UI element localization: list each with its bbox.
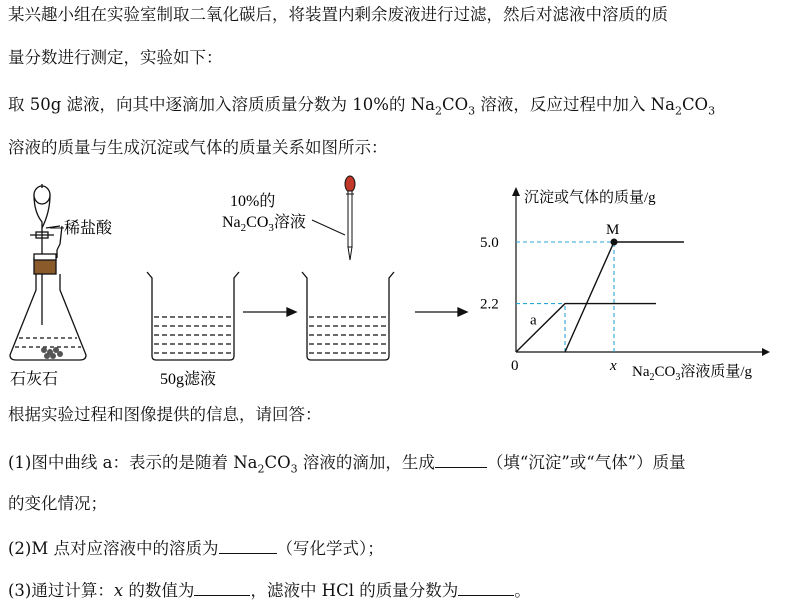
q2-text: (2)M 点对应溶液中的溶质为 bbox=[8, 539, 219, 558]
q3-answer-blank-x[interactable] bbox=[194, 579, 250, 596]
q1-hint: （填“沉淀”或“气体”）质量 bbox=[486, 453, 686, 472]
intro-line-2: 量分数进行测定，实验如下： bbox=[8, 48, 223, 67]
origin-label: 0 bbox=[511, 358, 519, 374]
dropper bbox=[345, 176, 355, 260]
q3-end: 。 bbox=[514, 581, 531, 600]
dropper-pct-label: 10%的 bbox=[230, 193, 276, 210]
arrow-1 bbox=[243, 308, 296, 316]
x-marker-label: x bbox=[610, 358, 617, 374]
curve-a-label: a bbox=[530, 312, 537, 329]
x-axis-label: $Na_2CO_3$溶液质量/g bbox=[632, 364, 753, 383]
q1-text: (1)图中曲线 a：表示的是随着 bbox=[8, 453, 234, 472]
limestone-pieces bbox=[41, 347, 63, 359]
series-gas-line bbox=[516, 304, 656, 352]
formula-na2co3: $Na_2CO_3$ bbox=[233, 453, 298, 476]
point-m bbox=[611, 239, 618, 246]
beaker-reaction bbox=[302, 272, 394, 360]
formula-na2co3: $Na_2CO_3$ bbox=[410, 95, 476, 118]
q3-answer-blank-hcl[interactable] bbox=[458, 579, 514, 596]
chart bbox=[480, 187, 770, 383]
question-3 bbox=[8, 579, 531, 602]
intro-line-4: 溶液的质量与生成沉淀或气体的质量关系如图所示： bbox=[8, 138, 388, 157]
q3-text-2: 的数值为 bbox=[123, 581, 195, 600]
beaker-filtrate bbox=[147, 272, 239, 360]
question-1-line-2: 的变化情况； bbox=[8, 494, 107, 513]
question-2 bbox=[8, 537, 384, 560]
q3-variable: x bbox=[113, 581, 124, 600]
q2-answer-blank[interactable] bbox=[219, 537, 277, 554]
series-precipitate-line bbox=[565, 242, 684, 352]
y-axis-label: 沉淀或气体的质量/g bbox=[524, 190, 656, 206]
q3-text-3: ，滤液中 HCl 的质量分数为 bbox=[250, 581, 459, 600]
formula-na2co3: $Na_2CO_3$ bbox=[650, 95, 716, 118]
point-m-label: M bbox=[606, 222, 620, 238]
intro-line-1: 某兴趣小组在实验室制取二氧化碳后，将装置内剩余废液进行过滤，然后对滤液中溶质的质 bbox=[8, 5, 668, 24]
q2-hint: （写化学式）； bbox=[276, 539, 384, 558]
question-1 bbox=[8, 451, 686, 480]
dropper-solution-label: $Na_2CO_3$溶液 bbox=[222, 214, 306, 234]
q1-answer-blank[interactable] bbox=[435, 451, 487, 468]
q1-text-2: 溶液的滴加，生成 bbox=[297, 453, 435, 472]
q3-text: (3)通过计算： bbox=[8, 581, 114, 600]
questions-intro: 根据实验过程和图像提供的信息，请回答： bbox=[8, 405, 322, 424]
limestone-label: 石灰石 bbox=[10, 371, 59, 388]
filtrate-label: 50g滤液 bbox=[160, 371, 217, 388]
intro-line-3 bbox=[8, 94, 715, 122]
experiment-figure bbox=[0, 170, 791, 400]
intro-line-3-text-2: 溶液，反应过程中加入 bbox=[475, 95, 651, 114]
y-tick-2-2: 2.2 bbox=[480, 296, 499, 313]
flask-apparatus bbox=[10, 184, 86, 360]
y-tick-5: 5.0 bbox=[480, 235, 499, 251]
acid-label: 稀盐酸 bbox=[64, 220, 113, 237]
arrow-2 bbox=[415, 308, 467, 316]
intro-line-3-text: 取 50g 滤液，向其中逐滴加入溶质质量分数为 10%的 bbox=[8, 95, 411, 114]
